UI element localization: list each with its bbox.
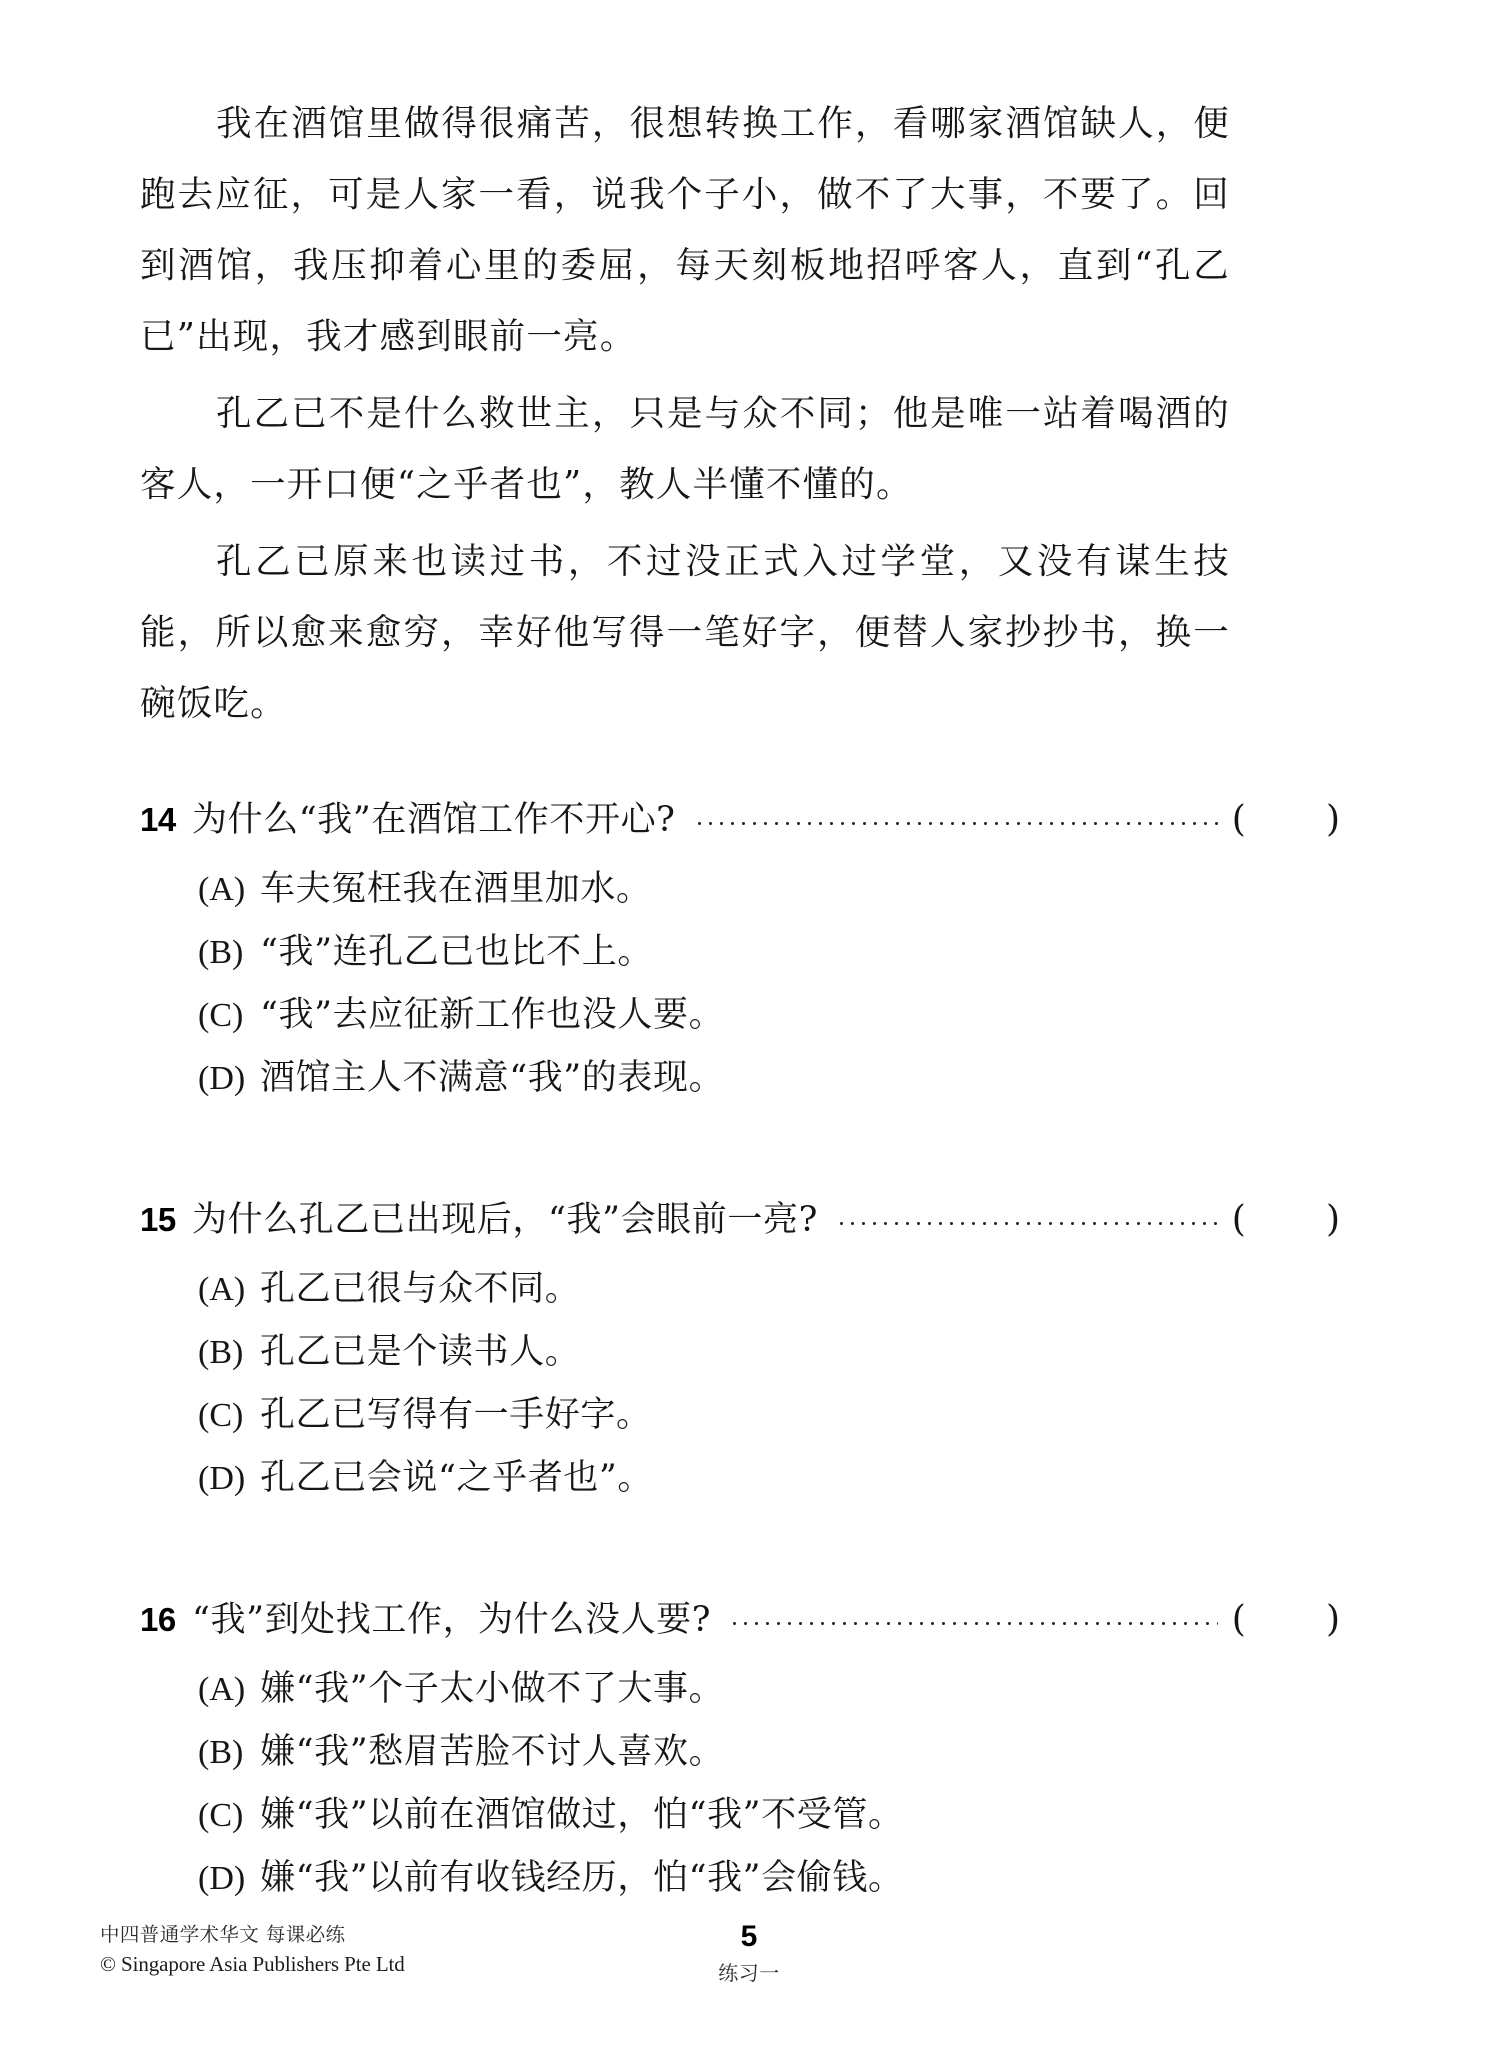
- option-text: 孔乙已会说“之乎者也”。: [260, 1458, 653, 1498]
- passage-paragraph: 孔乙已不是什么救世主，只是与众不同；他是唯一站着喝酒的客人，一开口便“之乎者也”，教人半懂不懂的。: [140, 393, 1230, 505]
- answer-bracket[interactable]: ( ): [1231, 799, 1340, 840]
- option-list: [140, 1258, 1340, 1510]
- option-row[interactable]: [198, 1784, 1340, 1847]
- dotted-leader: [729, 1615, 1218, 1631]
- option-row[interactable]: [198, 1658, 1340, 1721]
- answer-bracket[interactable]: ( ): [1231, 1199, 1340, 1240]
- option-list: [140, 858, 1340, 1110]
- question-header: [140, 1592, 1340, 1642]
- option-label: (C): [198, 1797, 244, 1834]
- question-header: [140, 1192, 1340, 1242]
- option-row[interactable]: [198, 984, 1340, 1047]
- option-row[interactable]: [198, 1447, 1340, 1510]
- option-row[interactable]: [198, 858, 1340, 921]
- option-list: [140, 1658, 1340, 1910]
- question-header: [140, 792, 1340, 842]
- option-row[interactable]: [198, 1721, 1340, 1784]
- footer-series-title: 中四普通学术华文 每课必练: [100, 1922, 346, 1946]
- footer-page-info: [0, 1921, 1498, 1987]
- dotted-leader: [836, 1215, 1218, 1231]
- option-label: (D): [198, 1860, 246, 1897]
- option-label: (D): [198, 1060, 246, 1097]
- option-text: 酒馆主人不满意“我”的表现。: [260, 1058, 725, 1098]
- option-label: (A): [198, 1271, 246, 1308]
- option-row[interactable]: [198, 921, 1340, 984]
- question-block-16: [140, 1592, 1340, 1910]
- question-number: 15: [140, 1201, 176, 1238]
- option-label: (B): [198, 1734, 244, 1771]
- option-text: 孔乙已是个读书人。: [260, 1332, 581, 1372]
- passage-paragraph: 我在酒馆里做得很痛苦，很想转换工作，看哪家酒馆缺人，便跑去应征，可是人家一看，说我个子小，做不了大事，不要了。回到酒馆，我压抑着心里的委屈，每天刻板地招呼客人，直到“孔乙已”出现，我才感到眼前一亮。: [140, 103, 1230, 357]
- option-label: (B): [198, 1334, 244, 1371]
- option-label: (C): [198, 1397, 244, 1434]
- option-row[interactable]: [198, 1847, 1340, 1910]
- question-text: 为什么“我”在酒馆工作不开心?: [192, 800, 676, 840]
- page-number: 5: [740, 1919, 758, 1953]
- answer-bracket[interactable]: ( ): [1231, 1599, 1340, 1640]
- option-text: 嫌“我”愁眉苦脸不讨人喜欢。: [260, 1732, 725, 1772]
- question-text: 为什么孔乙已出现后，“我”会眼前一亮?: [192, 1200, 818, 1240]
- question-block-15: [140, 1192, 1340, 1510]
- option-text: 嫌“我”以前在酒馆做过，怕“我”不受管。: [260, 1795, 904, 1835]
- option-text: “我”连孔乙已也比不上。: [260, 932, 653, 972]
- exercise-label: 练习一: [718, 1961, 780, 1985]
- option-text: 车夫冤枉我在酒里加水。: [260, 869, 652, 909]
- option-text: “我”去应征新工作也没人要。: [260, 995, 725, 1035]
- passage-paragraph: 孔乙已原来也读过书，不过没正式入过学堂，又没有谋生技能，所以愈来愈穷，幸好他写得一笔好字，便替人家抄抄书，换一碗饭吃。: [140, 541, 1230, 724]
- option-row[interactable]: [198, 1321, 1340, 1384]
- option-text: 孔乙已很与众不同。: [260, 1269, 581, 1309]
- option-label: (D): [198, 1460, 246, 1497]
- question-text: “我”到处找工作，为什么没人要?: [192, 1600, 712, 1640]
- reading-passage: [140, 88, 1230, 739]
- option-label: (B): [198, 934, 244, 971]
- question-block-14: [140, 792, 1340, 1110]
- option-text: 孔乙已写得有一手好字。: [260, 1395, 652, 1435]
- option-row[interactable]: [198, 1384, 1340, 1447]
- option-label: (A): [198, 1671, 246, 1708]
- option-text: 嫌“我”个子太小做不了大事。: [260, 1669, 725, 1709]
- option-label: (A): [198, 871, 246, 908]
- dotted-leader: [694, 815, 1218, 831]
- question-number: 14: [140, 801, 176, 838]
- footer-copyright: © Singapore Asia Publishers Pte Ltd: [100, 1952, 405, 1977]
- option-text: 嫌“我”以前有收钱经历，怕“我”会偷钱。: [260, 1858, 904, 1898]
- option-label: (C): [198, 997, 244, 1034]
- option-row[interactable]: [198, 1047, 1340, 1110]
- question-number: 16: [140, 1601, 176, 1638]
- option-row[interactable]: [198, 1258, 1340, 1321]
